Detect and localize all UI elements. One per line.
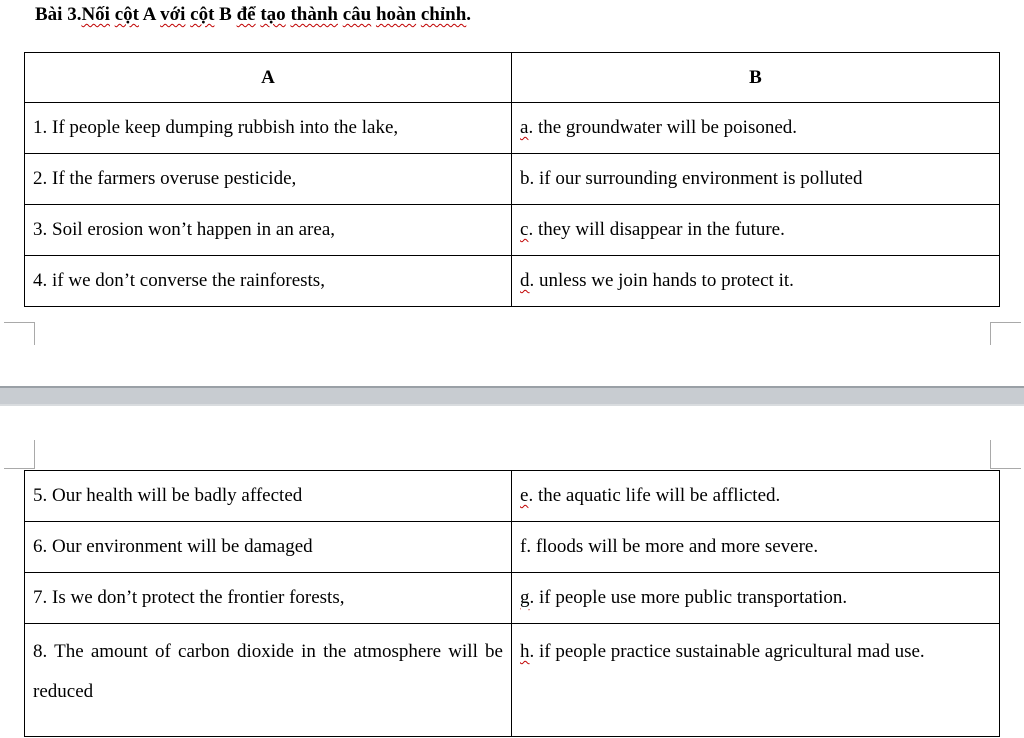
column-b-cell	[512, 154, 1000, 205]
matching-table-1	[24, 52, 1000, 307]
table-row	[25, 624, 1000, 737]
option-text: . the groundwater will be poisoned.	[528, 117, 798, 138]
option-text: . if people practice sustainable agricultural mad use.	[529, 641, 925, 662]
option-letter: g	[520, 587, 530, 608]
column-b-cell	[512, 573, 1000, 624]
title-word: tạo	[260, 4, 286, 25]
option-text: . the aquatic life will be afflicted.	[528, 485, 781, 506]
column-a-cell: 6. Our environment will be damaged	[25, 522, 512, 573]
option-text: . if people use more public transportation.	[529, 587, 848, 608]
title-word: để	[236, 4, 256, 25]
column-a-cell: 4. if we don’t converse the rainforests,	[25, 256, 512, 307]
title-prefix: Bài 3.	[35, 4, 82, 25]
column-b-cell	[512, 624, 1000, 737]
table-row	[25, 522, 1000, 573]
column-a-cell: 3. Soil erosion won’t happen in an area,	[25, 205, 512, 256]
column-a-cell: 2. If the farmers overuse pesticide,	[25, 154, 512, 205]
title-word: cột	[190, 4, 215, 25]
table-row	[25, 103, 1000, 154]
crop-mark	[990, 440, 1021, 469]
option-letter: h	[520, 641, 530, 662]
option-text: . floods will be more and more severe.	[526, 536, 819, 557]
crop-mark	[990, 322, 1021, 345]
column-a-header: A	[25, 53, 512, 103]
option-letter: c	[520, 219, 529, 240]
option-letter: a	[520, 117, 529, 138]
option-letter: b	[520, 168, 530, 189]
option-text: . they will disappear in the future.	[528, 219, 785, 240]
column-a-cell: 7. Is we don’t protect the frontier forests,	[25, 573, 512, 624]
option-letter: e	[520, 485, 529, 506]
exercise-title	[35, 4, 471, 26]
matching-table-2	[24, 470, 1000, 737]
title-word: chỉnh	[420, 4, 467, 25]
option-text: . unless we join hands to protect it.	[529, 270, 794, 291]
title-word: Nối	[81, 4, 110, 25]
column-b-cell	[512, 522, 1000, 573]
page-separator	[0, 386, 1024, 406]
title-word: B	[214, 4, 237, 25]
column-a-cell: 5. Our health will be badly affected	[25, 471, 512, 522]
column-a-cell: 1. If people keep dumping rubbish into the lake,	[25, 103, 512, 154]
column-b-cell	[512, 471, 1000, 522]
title-word: câu	[342, 4, 372, 25]
option-letter: f	[520, 536, 527, 557]
option-text: . if our surrounding environment is polluted	[529, 168, 863, 189]
table-row	[25, 205, 1000, 256]
table-row	[25, 256, 1000, 307]
crop-mark	[4, 322, 35, 345]
title-word: A	[138, 4, 161, 25]
table-row	[25, 573, 1000, 624]
table-row	[25, 471, 1000, 522]
title-period: .	[466, 4, 472, 25]
crop-mark	[4, 440, 35, 469]
column-a-cell: 8. The amount of carbon dioxide in the atmosphere will be reduced	[25, 624, 512, 737]
table-row	[25, 154, 1000, 205]
table-header-row	[25, 53, 1000, 103]
title-word: với	[160, 4, 186, 25]
column-b-cell	[512, 103, 1000, 154]
column-b-header: B	[512, 53, 1000, 103]
title-word: thành	[290, 4, 338, 25]
title-word: cột	[114, 4, 139, 25]
title-word: hoàn	[375, 4, 417, 25]
column-b-cell	[512, 256, 1000, 307]
option-letter: d	[520, 270, 530, 291]
column-b-cell	[512, 205, 1000, 256]
